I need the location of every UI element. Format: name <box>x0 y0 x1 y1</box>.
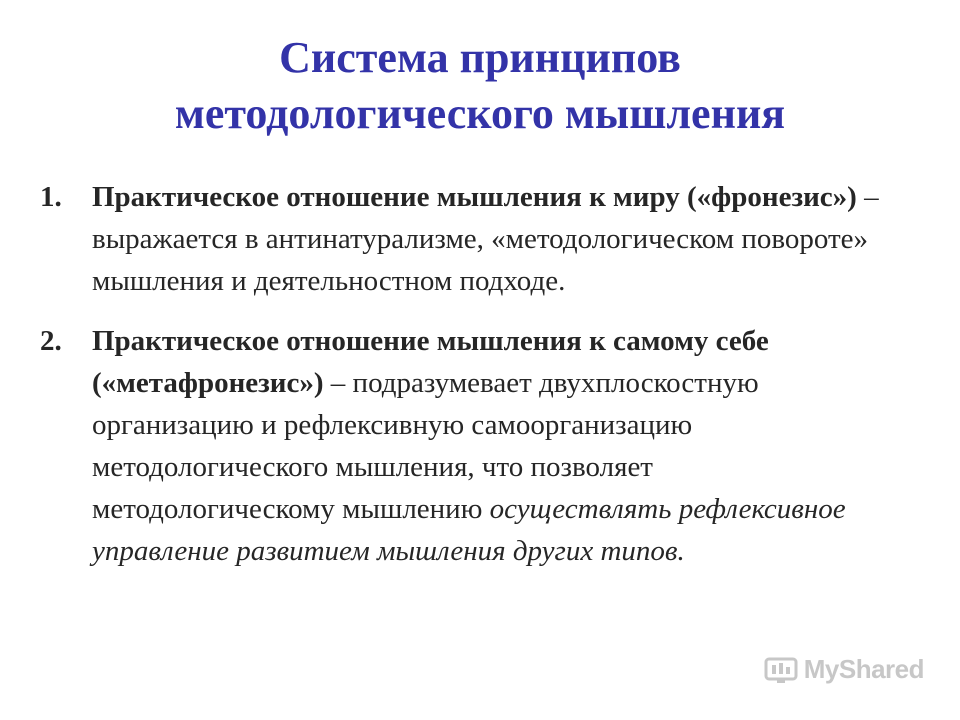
myshared-logo-icon <box>764 655 798 685</box>
list-item <box>40 320 900 572</box>
watermark <box>764 654 924 685</box>
title-line-1: Система принципов <box>279 33 681 82</box>
item-text: – подразумевает двухплоскостную организацию и рефлексивную самоорганизацию методологического мышления, что позволяет методологическому мышлению <box>92 367 759 525</box>
item-number: 2. <box>40 325 62 357</box>
watermark-text: MyShared <box>803 654 924 684</box>
title-line-2: методологического мышления <box>174 89 786 138</box>
list-item <box>40 176 900 302</box>
item-number: 1. <box>40 181 62 213</box>
item-heading: Практическое отношение мышления к самому себе («метафронезис») <box>92 325 769 399</box>
principles-list <box>40 176 900 590</box>
item-text: – выражается в антинатурализме, «методологическом повороте» мышления и деятельностном подходе. <box>92 181 879 297</box>
item-heading: Практическое отношение мышления к миру («фронезис») <box>92 181 857 213</box>
item-italic-text: осуществлять рефлексивное управление развитием мышления других типов. <box>92 493 846 567</box>
slide-title <box>0 30 960 142</box>
